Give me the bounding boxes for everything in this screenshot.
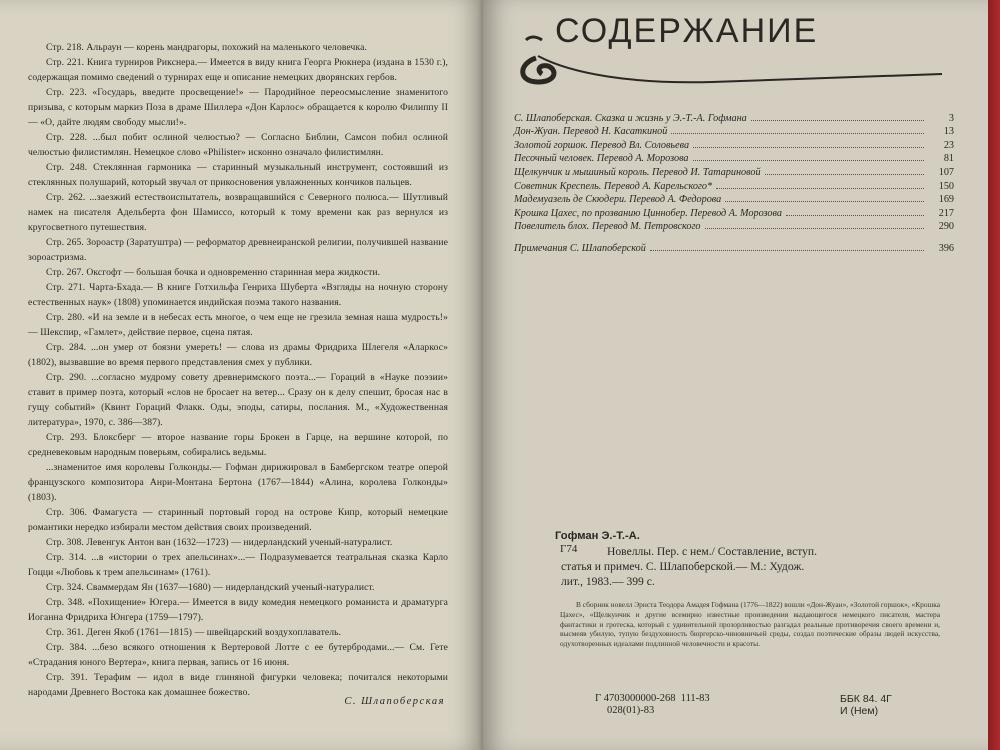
- note-item: Стр. 308. Левенгук Антон ван (1632—1723) — нидерландский ученый-натуралист.: [46, 537, 393, 548]
- publication-codes-right: [840, 693, 892, 717]
- pub-code-line-1: Г 4703000000-268: [595, 693, 676, 704]
- toc-entry-page: 3: [948, 112, 954, 124]
- toc-entry-page: 150: [938, 180, 954, 192]
- note-item: Стр. 348. «Похищение» Югера.— Имеется в виду комедия немецкого романиста и драматурга Иоганна Фридриха Юнгера (1759—1797).: [28, 597, 448, 623]
- toc-entry-title: Мадемуазель де Скюдери. Перевод А. Федорова: [514, 194, 722, 206]
- language-code: И (Нем): [840, 705, 879, 717]
- toc-entry-page: 169: [938, 194, 954, 206]
- toc-leader-dots: [751, 120, 924, 121]
- toc-entry: [514, 137, 954, 151]
- toc-entry-page: 23: [943, 139, 954, 151]
- biblio-line-1: Новеллы. Пер. с нем./ Составление, вступ.: [607, 545, 818, 558]
- biblio-line-2: статья и примеч. С. Шлапоберской.— М.: Худож.: [561, 560, 805, 573]
- toc-entry: [514, 205, 954, 219]
- bbk-code: ББК 84. 4Г: [840, 693, 892, 705]
- contents-heading: СОДЕРЖАНИЕ: [555, 12, 819, 50]
- note-item: ...знаменитое имя королевы Голконды.— Гофман дирижировал в Бамбергском театре оперой французского композитора Анри-Монтана Бертона (1767—1844) «Алина, королева Голконды» (1803).: [28, 462, 448, 503]
- publication-codes-left: [595, 693, 710, 717]
- toc-entry-page: 290: [938, 221, 954, 233]
- toc-entry: [514, 110, 954, 124]
- toc-leader-dots: [693, 147, 924, 148]
- note-item: Стр. 248. Стеклянная гармоника — старинный музыкальный инструмент, состоявший из стеклянных полушарий, который звучал от прикосновения увлажненных кончиков пальцев.: [28, 162, 448, 188]
- left-page: [0, 0, 483, 750]
- notes-column: [28, 40, 448, 700]
- pub-code-line-2: 028(01)-83: [607, 705, 655, 716]
- note-item: Стр. 384. ...безо всякого отношения к Вертеровой Лотте с ее бутербродами...— См. Гете «Страдания юного Вертера», книга первая, запись от 16 июня.: [28, 642, 448, 668]
- note-item: Стр. 306. Фамагуста — старинный портовый город на острове Кипр, который немецкие романтики нередко избирали местом действия своих произведений.: [28, 507, 448, 533]
- bibliographic-record: [555, 528, 950, 589]
- toc-entry-title: Золотой горшок. Перевод Вл. Соловьева: [514, 139, 690, 151]
- book-cover-edge: [988, 0, 1000, 750]
- note-item: Стр. 228. ...был побит ослиной челюстью? — Согласно Библии, Самсон побил ослиной челюстью филистимлян. Немецкое слово «Philister» исконно означало филистимлян.: [28, 132, 448, 158]
- note-item: Стр. 262. ...заезжий естествоиспытатель, возвращавшийся с Северного полюса.— Шутливый намек на писателя Адельберта фон Шамиссо, который к тому времени как раз вернулся из кругосветного путешествия.: [28, 192, 448, 233]
- note-item: Стр. 290. ...согласно мудрому совету древнеримского поэта...— Гораций в «Науке поэзии» ставит в пример поэта, который «слов не бросает на ветер... Сразу он к делу спешит, бросая нас в гущу событий» (Квинт Гораций Флакк. Оды, эподы, сатиры, послания. М., «Художественная литература», 1970, с. 386—387).: [28, 372, 448, 428]
- book-annotation: В сборник новелл Эрнста Теодора Амадея Гофмана (1776—1822) вошли «Дон-Жуан», «Золотой горшок», «Крошка Цахес», «Щелкунчик и другие всемирно известные произведения выдающегося немецкого писателя, мастера фантастики и гротеска, который с удивительной прозорливостью разгадал реальные противоречия своего времени и, высмеяв убилую, тупую бездуховность бюргерско-чиновничьей среды, создал поэтические образы людей искусства, одухотворенных идеалами подлинной человечности и красоты.: [560, 600, 940, 649]
- note-item: Стр. 361. Деген Якоб (1761—1815) — швейцарский воздухоплаватель.: [46, 627, 342, 638]
- biblio-line-3: лит., 1983.— 399 с.: [561, 575, 655, 588]
- toc-leader-dots: [786, 215, 924, 216]
- table-of-contents: [514, 110, 954, 254]
- toc-entry-page: 13: [943, 126, 954, 138]
- note-item: Стр. 267. Оксгофт — большая бочка и одновременно старинная мера жидкости.: [46, 267, 381, 278]
- toc-leader-dots: [705, 228, 924, 229]
- toc-entry-title: Дон-Жуан. Перевод Н. Касаткиной: [514, 126, 668, 138]
- notes-signature: С. Шлапоберская: [344, 696, 445, 707]
- toc-entry: [514, 240, 954, 254]
- toc-spacer: [514, 232, 954, 240]
- toc-entry-title: Щелкунчик и мышиный король. Перевод И. Татариновой: [514, 166, 761, 178]
- toc-entry-page: 81: [943, 153, 954, 165]
- toc-entry-title: С. Шлапоберская. Сказка и жизнь у Э.-Т.-А. Гофмана: [514, 112, 747, 124]
- note-item: Стр. 324. Сваммердам Ян (1637—1680) — нидерландский ученый-натуралист.: [46, 582, 375, 593]
- biblio-author: Гофман Э.-Т.-А.: [555, 530, 640, 542]
- note-item: Стр. 391. Терафим — идол в виде глиняной фигурки человека; почитался некоторыми народами Древнего Востока как домашнее божество.: [28, 672, 448, 698]
- toc-leader-dots: [765, 174, 924, 175]
- toc-entry: [514, 151, 954, 165]
- toc-entry: [514, 124, 954, 138]
- toc-entry-title: Советник Креспель. Перевод А. Карельского*: [514, 180, 713, 192]
- toc-entry: [514, 219, 954, 233]
- toc-entry-title: Песочный человек. Перевод А. Морозова: [514, 153, 689, 165]
- toc-leader-dots: [693, 160, 924, 161]
- toc-leader-dots: [716, 188, 924, 189]
- note-item: Стр. 271. Чарта-Бхада.— В книге Готхильфа Генриха Шуберта «Взгляды на ночную сторону естественных наук» (1808) упоминается индийская поэма такого названия.: [28, 282, 448, 308]
- note-item: Стр. 221. Книга турниров Рикснера.— Имеется в виду книга Георга Рюкнера (издана в 1530 г.), содержащая помимо сведений о турнирах еще и описание немецких дворянских гербов.: [28, 57, 448, 83]
- toc-entry-page: 107: [938, 166, 954, 178]
- toc-entry-page: 396: [938, 242, 954, 254]
- note-item: Стр. 218. Альраун — корень мандрагоры, похожий на маленького человечка.: [46, 42, 367, 53]
- note-item: Стр. 314. ...в «истории о трех апельсинах»...— Подразумевается театральная сказка Карло Гоцци «Любовь к трем апельсинам» (1761).: [28, 552, 448, 578]
- toc-entry: [514, 192, 954, 206]
- note-item: Стр. 280. «И на земле и в небесах есть многое, о чем еще не грезила земная наша мудрость!» — Шекспир, «Гамлет», действие первое, сцена пятая.: [28, 312, 448, 338]
- toc-entry: [514, 164, 954, 178]
- note-item: Стр. 293. Блоксберг — второе название горы Брокен в Гарце, на вершине которой, по средневековым народным поверьям, собирались ведьмы.: [28, 432, 448, 458]
- pub-code-extra: 111-83: [680, 693, 710, 704]
- note-item: Стр. 223. «Государь, введите просвещение!» — Пародийное переосмысление знаменитого призыва, с которым маркиз Поза в драме Шиллера «Дон Карлос» обращается к королю Филиппу II — «О, дайте людям свободу мысли!».: [28, 87, 448, 128]
- toc-entry-title: Примечания С. Шлапоберской: [514, 242, 646, 254]
- biblio-code: Г74: [560, 543, 578, 555]
- toc-leader-dots: [650, 250, 924, 251]
- toc-entry: [514, 178, 954, 192]
- note-item: Стр. 284. ...он умер от боязни умереть! — слова из драмы Фридриха Шлегеля «Аларкос» (1802), вызвавшие во время первого представления смех у публики.: [28, 342, 448, 368]
- toc-entry-title: Крошка Цахес, по прозванию Циннобер. Перевод А. Морозова: [514, 207, 782, 219]
- toc-leader-dots: [671, 133, 924, 134]
- toc-entry-page: 217: [938, 207, 954, 219]
- toc-entry-title: Повелитель блох. Перевод М. Петровского: [514, 221, 701, 233]
- toc-leader-dots: [725, 201, 924, 202]
- note-item: Стр. 265. Зороастр (Заратуштра) — реформатор древнеиранской религии, получившей название зороастризма.: [28, 237, 448, 263]
